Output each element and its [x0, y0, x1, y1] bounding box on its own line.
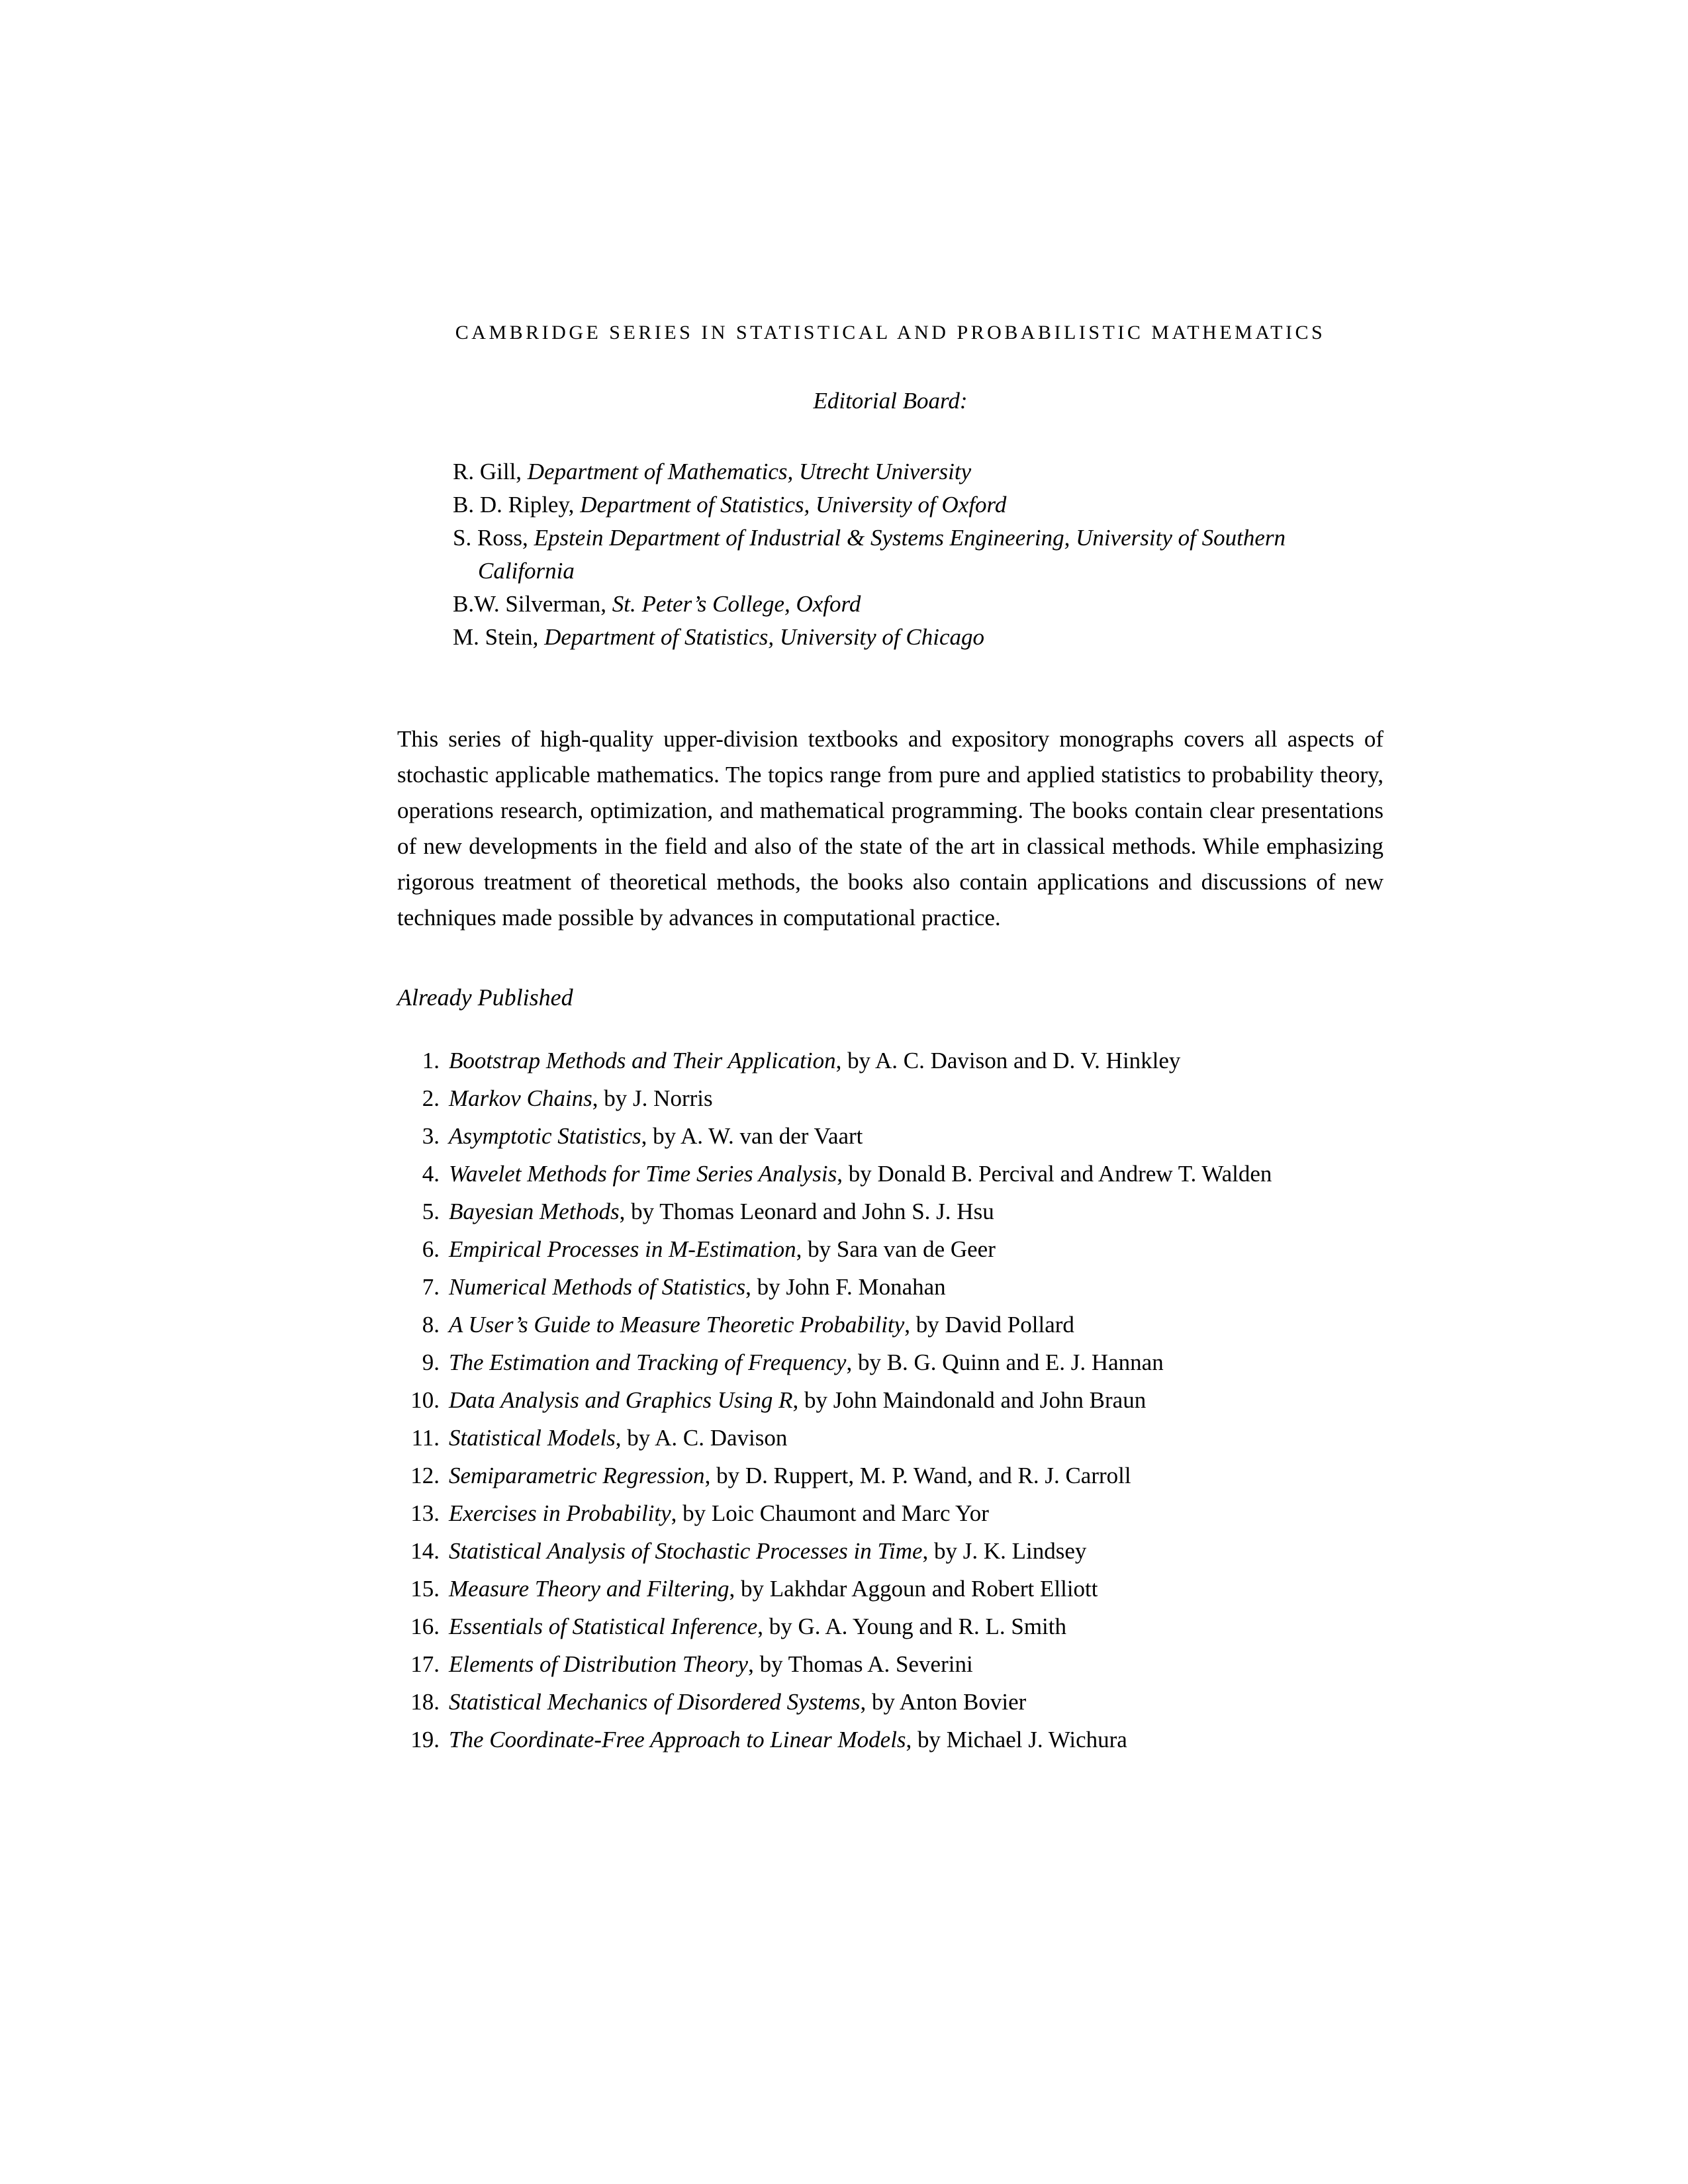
book-number: 16.: [410, 1614, 440, 1639]
book-list-item: [397, 1645, 1383, 1683]
published-books-list: [397, 1042, 1383, 1758]
book-entry: [449, 1343, 1383, 1381]
book-authors: , by Michael J. Wichura: [906, 1727, 1127, 1752]
book-number: 8.: [422, 1312, 440, 1338]
book-list-item: [397, 1608, 1383, 1645]
book-number: 6.: [422, 1236, 440, 1262]
book-title: Numerical Methods of Statistics: [449, 1274, 746, 1300]
member-name: B.W. Silverman,: [453, 591, 607, 617]
book-authors: , by Donald B. Percival and Andrew T. Walden: [837, 1161, 1272, 1187]
book-list-item: [397, 1570, 1383, 1608]
book-title: Statistical Mechanics of Disordered Systems: [449, 1689, 861, 1715]
book-number: 14.: [410, 1538, 440, 1564]
book-title: Bayesian Methods: [449, 1199, 620, 1224]
member-affiliation: Epstein Department of Industrial & Systems Engineering, University of Southern California: [478, 525, 1286, 584]
already-published-heading: Already Published: [397, 984, 573, 1011]
book-entry: [449, 1268, 1383, 1306]
book-list-item: [397, 1532, 1383, 1570]
book-authors: , by Anton Bovier: [860, 1689, 1027, 1715]
editorial-board-member: [453, 588, 1383, 621]
book-list-item: [397, 1306, 1383, 1343]
book-list-item: [397, 1268, 1383, 1306]
book-title: The Coordinate-Free Approach to Linear Models: [449, 1727, 906, 1752]
book-entry: [449, 1042, 1383, 1079]
book-entry: [449, 1570, 1383, 1608]
editorial-board-member: [453, 488, 1383, 522]
book-authors: , by David Pollard: [904, 1312, 1074, 1338]
series-description: This series of high-quality upper-division textbooks and expository monographs covers all aspects of stochastic applicable mathematics. The topics range from pure and applied statistics to probability theory, operations research, optimization, and mathematical programming. The books contain clear presentations of new developments in the field and also of the state of the art in classical methods. While emphasizing rigorous treatment of theoretical methods, the books also contain applications and discussions of new techniques made possible by advances in computational practice.: [397, 726, 1383, 931]
book-number: 19.: [410, 1727, 440, 1752]
series-title: CAMBRIDGE SERIES IN STATISTICAL AND PROBABILISTIC MATHEMATICS: [455, 322, 1326, 343]
book-entry: [449, 1494, 1383, 1532]
book-title: Statistical Analysis of Stochastic Processes in Time: [449, 1538, 923, 1564]
book-authors: , by D. Ruppert, M. P. Wand, and R. J. Carroll: [704, 1463, 1131, 1488]
book-title: Markov Chains: [449, 1085, 592, 1111]
book-list-item: [397, 1193, 1383, 1230]
book-list-item: [397, 1457, 1383, 1494]
member-name: B. D. Ripley,: [453, 492, 575, 518]
book-number: 11.: [411, 1425, 440, 1451]
book-entry: [449, 1532, 1383, 1570]
book-authors: , by G. A. Young and R. L. Smith: [757, 1614, 1067, 1639]
book-entry: [449, 1381, 1383, 1419]
book-title: Essentials of Statistical Inference: [449, 1614, 758, 1639]
book-list-item: [397, 1419, 1383, 1457]
book-title: Empirical Processes in M-Estimation: [449, 1236, 796, 1262]
book-list-item: [397, 1155, 1383, 1193]
editorial-board-heading: Editorial Board:: [813, 388, 968, 414]
book-entry: [449, 1721, 1383, 1758]
editorial-board-member: [453, 455, 1383, 488]
book-number: 5.: [422, 1199, 440, 1224]
book-authors: , by J. Norris: [592, 1085, 713, 1111]
book-title: Data Analysis and Graphics Using R: [449, 1387, 793, 1413]
book-authors: , by John Maindonald and John Braun: [792, 1387, 1147, 1413]
book-list-item: [397, 1117, 1383, 1155]
page-content: [397, 322, 1383, 1758]
book-authors: , by A. W. van der Vaart: [641, 1123, 863, 1149]
book-title: Exercises in Probability: [449, 1500, 671, 1526]
book-list-item: [397, 1230, 1383, 1268]
book-list-item: [397, 1343, 1383, 1381]
member-affiliation: Department of Mathematics, Utrecht University: [527, 459, 972, 484]
book-title: Semiparametric Regression: [449, 1463, 705, 1488]
book-number: 13.: [410, 1500, 440, 1526]
member-affiliation: Department of Statistics, University of Chicago: [544, 624, 985, 650]
member-affiliation: St. Peter’s College, Oxford: [612, 591, 861, 617]
book-list-item: [397, 1683, 1383, 1721]
book-title: A User’s Guide to Measure Theoretic Probability: [449, 1312, 905, 1338]
book-number: 4.: [422, 1161, 440, 1187]
book-list-item: [397, 1494, 1383, 1532]
book-entry: [449, 1419, 1383, 1457]
book-list-item: [397, 1079, 1383, 1117]
book-number: 17.: [410, 1651, 440, 1677]
book-title: Measure Theory and Filtering: [449, 1576, 729, 1602]
book-title: The Estimation and Tracking of Frequency: [449, 1349, 847, 1375]
book-entry: [449, 1457, 1383, 1494]
book-entry: [449, 1155, 1383, 1193]
book-number: 1.: [422, 1048, 440, 1073]
book-list-item: [397, 1042, 1383, 1079]
book-title: Elements of Distribution Theory: [449, 1651, 749, 1677]
book-number: 9.: [422, 1349, 440, 1375]
book-entry: [449, 1683, 1383, 1721]
editorial-board-member: [453, 522, 1383, 588]
book-title: Statistical Models: [449, 1425, 616, 1451]
book-number: 15.: [410, 1576, 440, 1602]
book-list-item: [397, 1721, 1383, 1758]
book-entry: [449, 1608, 1383, 1645]
book-authors: , by B. G. Quinn and E. J. Hannan: [846, 1349, 1164, 1375]
book-number: 18.: [410, 1689, 440, 1715]
book-authors: , by John F. Monahan: [745, 1274, 946, 1300]
member-name: R. Gill,: [453, 459, 522, 484]
book-number: 10.: [410, 1387, 440, 1413]
book-authors: , by A. C. Davison: [615, 1425, 788, 1451]
book-entry: [449, 1306, 1383, 1343]
member-name: M. Stein,: [453, 624, 539, 650]
book-title: Bootstrap Methods and Their Application: [449, 1048, 836, 1073]
editorial-board-member: [453, 621, 1383, 654]
book-entry: [449, 1117, 1383, 1155]
book-authors: , by J. K. Lindsey: [922, 1538, 1087, 1564]
book-entry: [449, 1645, 1383, 1683]
book-authors: , by Thomas A. Severini: [748, 1651, 973, 1677]
book-authors: , by Thomas Leonard and John S. J. Hsu: [619, 1199, 994, 1224]
book-number: 2.: [422, 1085, 440, 1111]
member-affiliation: Department of Statistics, University of Oxford: [580, 492, 1007, 518]
book-authors: , by Loic Chaumont and Marc Yor: [671, 1500, 989, 1526]
book-list-item: [397, 1381, 1383, 1419]
book-title: Asymptotic Statistics: [449, 1123, 641, 1149]
book-title: Wavelet Methods for Time Series Analysis: [449, 1161, 837, 1187]
book-number: 3.: [422, 1123, 440, 1149]
member-name: S. Ross,: [453, 525, 528, 551]
book-authors: , by A. C. Davison and D. V. Hinkley: [835, 1048, 1181, 1073]
book-number: 12.: [410, 1463, 440, 1488]
editorial-board-list: [397, 455, 1383, 654]
book-entry: [449, 1230, 1383, 1268]
book-entry: [449, 1079, 1383, 1117]
book-entry: [449, 1193, 1383, 1230]
book-authors: , by Lakhdar Aggoun and Robert Elliott: [729, 1576, 1098, 1602]
book-authors: , by Sara van de Geer: [796, 1236, 996, 1262]
book-number: 7.: [422, 1274, 440, 1300]
